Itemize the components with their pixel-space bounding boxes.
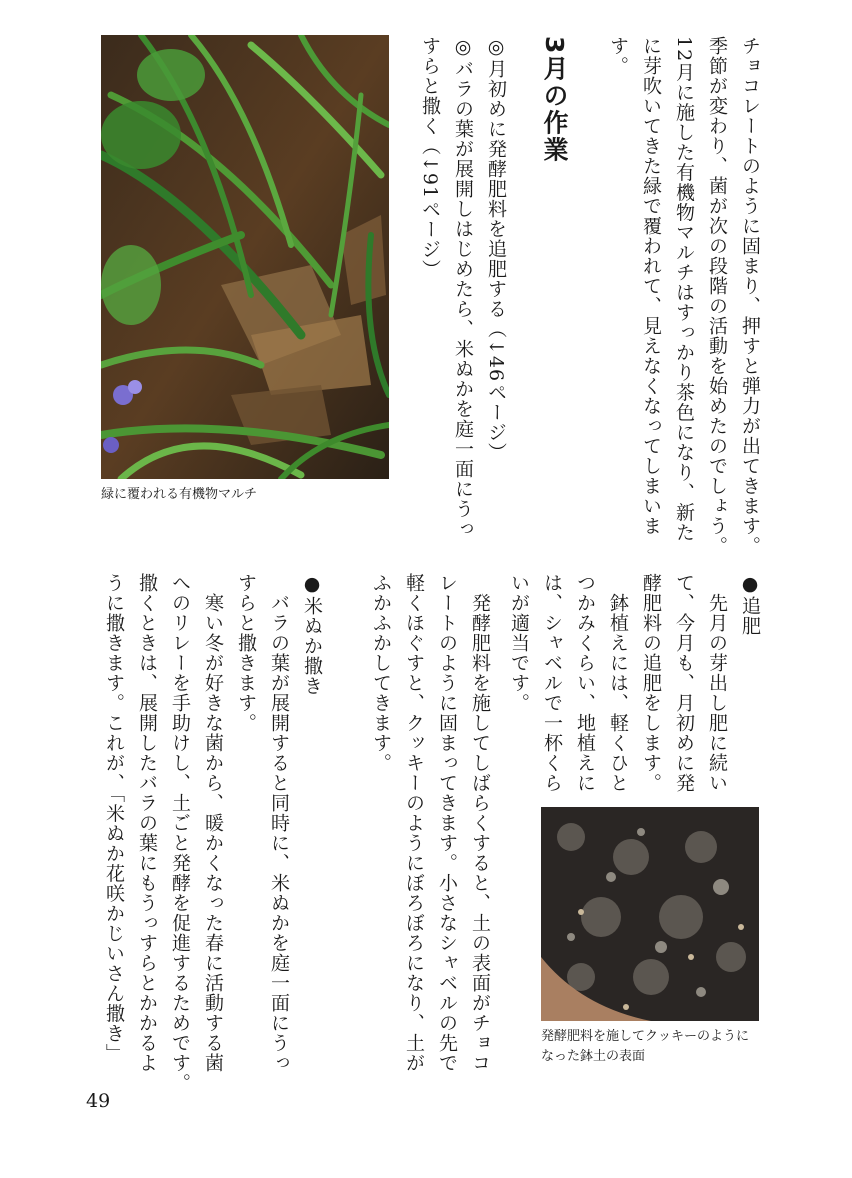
text-line: ●追肥 bbox=[739, 573, 761, 636]
column-rice-bran bbox=[96, 573, 328, 1093]
task-item: ◎バラの葉が展開しはじめたら、米ぬかを庭一面にうっ bbox=[452, 36, 474, 539]
text-line: 寒い冬が好きな菌から、暖かくなった春に活動する菌 bbox=[202, 573, 224, 1073]
text-line: に芽吹いてきた緑で覆われて、見えなくなってしまいま bbox=[640, 36, 662, 536]
text-line: ●米ぬか撒き bbox=[301, 573, 323, 696]
text-line: す。 bbox=[607, 36, 629, 76]
column-fertilizer bbox=[496, 573, 766, 803]
text-line: て、今月も、月初めに発 bbox=[673, 573, 695, 793]
mulch-photo-caption: 緑に覆われる有機物マルチ bbox=[101, 487, 258, 502]
caption-line: 発酵肥料を施してクッキーのように bbox=[541, 1029, 750, 1044]
soil-photo bbox=[541, 807, 759, 1021]
text-line: つかみくらい、地植えに bbox=[574, 573, 596, 793]
intro-paragraph bbox=[596, 36, 766, 556]
task-item: ◎月初めに発酵肥料を追肥する（↓46ページ） bbox=[485, 36, 507, 463]
text-line: 撒くときは、展開したバラの葉にもうっすらとかかるよ bbox=[136, 573, 158, 1073]
page-number: 49 bbox=[86, 1090, 111, 1112]
text-line: 12月に施した有機物マルチはすっかり茶色になり、新た bbox=[673, 36, 695, 543]
soil-photo-caption bbox=[541, 1027, 749, 1067]
text-line: すらと撒きます。 bbox=[235, 573, 257, 733]
text-line: バラの葉が展開すると同時に、米ぬかを庭一面にうっ bbox=[268, 573, 290, 1073]
text-line: 鉢植えには、軽くひと bbox=[607, 573, 629, 793]
caption-line: なった鉢土の表面 bbox=[541, 1049, 646, 1064]
text-line: 酵肥料の追肥をします。 bbox=[640, 573, 662, 793]
text-line: 発酵肥料を施してしばらくすると、土の表面がチョコ bbox=[469, 573, 491, 1073]
text-line: チョコレートのように固まり、押すと弾力が出てきます。 bbox=[739, 36, 761, 556]
text-line: へのリレーを手助けし、土ごと発酵を促進するためです。 bbox=[169, 573, 191, 1093]
text-line: ふかふかしてきます。 bbox=[370, 573, 392, 773]
column-soil bbox=[366, 573, 496, 1073]
text-line: 軽くほぐすと、クッキーのようにぼろぼろになり、土が bbox=[403, 573, 425, 1073]
text-line: 季節が変わり、菌が次の段階の活動を始めたのでしょう。 bbox=[706, 36, 728, 556]
text-line: 先月の芽出し肥に続い bbox=[706, 573, 728, 793]
text-line: いが適当です。 bbox=[508, 573, 530, 713]
section-heading: 3月の作業 bbox=[540, 36, 569, 164]
text-line: は、シャベルで一杯くら bbox=[541, 573, 563, 793]
section-items bbox=[402, 36, 512, 539]
text-line: うに撒きます。これが、「米ぬか花咲かじいさん撒き」 bbox=[103, 573, 125, 1064]
text-line: レートのように固まってきます。小さなシャベルの先で bbox=[436, 573, 458, 1073]
task-item: すらと撒く（↓91ページ） bbox=[419, 36, 441, 280]
mulch-photo bbox=[101, 35, 389, 479]
